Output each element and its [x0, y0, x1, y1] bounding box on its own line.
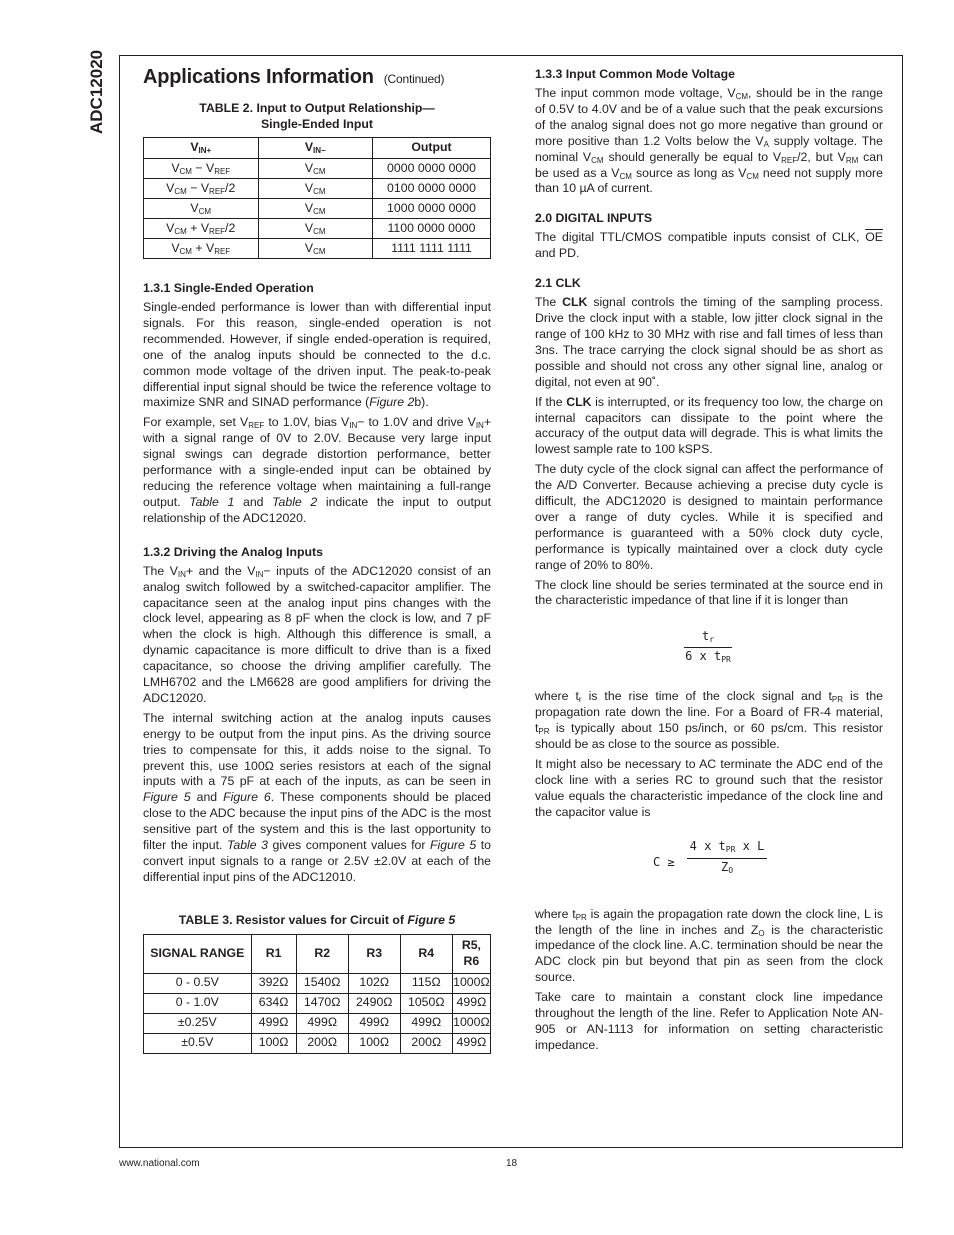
section-20-heading: 2.0 DIGITAL INPUTS: [535, 211, 653, 226]
section-21-p7: where $t_{PR}$ is again the propagation rate down the clock line, L is the length of the line in inches and $Z_O$ is the characteristic impedance of the clock line. A.C. termination should be near the ADC clock pin but beyond that pin as seen from the clock source.: [535, 906, 883, 985]
left-column: [143, 64, 491, 1054]
table-row: 0 - 0.5V 392Ω 1540Ω 102Ω 115Ω 1000Ω: [144, 973, 491, 993]
section-21-p1: The CLK signal controls the timing of the sampling process. Drive the clock input with a stable, low jitter clock signal in the range of 100 kHz to 30 MHz with rise and fall times of less than 3ns. The trace carrying the clock signal should be as short as possible and should not cross any other signal line, analog or digital, not even at 90˚.: [535, 295, 883, 389]
section-21-p2: If the CLK is interrupted, or its frequency too low, the charge on internal capacitors can dissipate to the point where the accuracy of the output data will degrade. This is what limits the lowest sample rate to 100 kSPS.: [535, 394, 883, 457]
table3: SIGNAL RANGE R1 R2 R3 R4 R5, R6 0 - 0.5V 392Ω 1540Ω 102Ω 115Ω 1000Ω 0 - 1.0V 634Ω 1470Ω 2490Ω 1050Ω 499Ω ±0.25V 499Ω 499Ω 499Ω 499Ω 1000Ω ±0.5V 100Ω 200Ω 100Ω 200Ω 499Ω: [143, 934, 491, 1054]
formula-capacitor: C ≥ 4 x $t_{PR}$ x L $Z_O$: [535, 825, 883, 907]
section-21-p6: It might also be necessary to AC terminate the ADC end of the clock line with a series RC to ground such that the resistor value equals the characteristic impedance of the clock line and the capacitor value is: [535, 757, 883, 819]
part-number: ADC12020: [87, 49, 106, 134]
page-number: 18: [506, 1158, 518, 1169]
right-column: [535, 67, 883, 1058]
section-132-heading: 1.3.2 Driving the Analog Inputs: [143, 544, 323, 559]
formula-tr: $t_r$ 6 x $t_{PR}$: [685, 629, 731, 665]
section-21-p5: where $t_r$ is the rise time of the clock signal and $t_{PR}$ is the propagation rate down the line. For a Board of FR-4 material, $t_{PR}$ is typically about 150 ps/inch, or 60 ps/cm. This resistor should be as close to the source as possible.: [535, 689, 883, 752]
section-20-p1: The digital TTL/CMOS compatible inputs consist of CLK, $\overline{OE}$ and PD.: [535, 230, 883, 261]
section-133-p1: The input common mode voltage, $V_{CM}$, should be in the range of 0.5V to 4.0V and be of a value such that the peak excursions of the analog signal does not go more negative than ground or more positive than 1.2 Volts below the $V_A$ supply voltage. The nominal $V_{CM}$ should generally be equal to $V_{REF}/2$, but $V_{RM}$ can be used as a $V_{CM}$ source as long as $V_{CM}$ need not supply more than 10 µA of current.: [535, 86, 884, 196]
section-133-heading: 1.3.3 Input Common Mode Voltage: [535, 67, 735, 81]
section-21-p3: The duty cycle of the clock signal can affect the performance of the A/D Converter. Because achieving a precise duty cycle is difficult, the ADC12020 is designed to maintain performance over a range of duty cycles. While it is specified and performance is guaranteed with a 50% clock duty cycle, performance is typically maintained over a clock duty cycle range of 20% to 80%.: [535, 462, 883, 572]
section-21-heading: 2.1 CLK: [535, 276, 581, 291]
section-21-p4: The clock line should be series terminated at the source end in the characteristic impedance of that line if it is longer than: [535, 577, 883, 608]
section-132-p1: The $V_{IN}+$ and the $V_{IN}-$ inputs of the ADC12020 consist of an analog switch followed by a switched-capacitor amplifier. The capacitance seen at the analog input pins changes with the clock level, appearing as 8 pF when the clock is low, and 7 pF when the clock is high. Although this difference is small, a dynamic capacitance is more difficult to drive than is a fixed capacitance, so choose the driving amplifier carefully. The LMH6702 and the LM6628 are good amplifiers for driving the ADC12020.: [143, 563, 491, 705]
section-132-p2: The internal switching action at the analog inputs causes energy to be output from the input pins. As the driving source tries to compensate for this, it adds noise to the signal. To prevent this, use 100Ω series resistors at each of the signal inputs with a 75 pF at each of the inputs, as can be seen in Figure 5 and Figure 6. These components should be placed close to the ADC because the input pins of the ADC is the most sensitive part of the system and this is the last opportunity to filter the input. Table 3 gives component values for Figure 5 to convert input signals to a range or 2.5V ±2.0V at each of the differential input pins of the ADC12010.: [143, 710, 491, 884]
table2: $V_{IN+}$ $V_{IN-}$ Output $V_{CM} - V_{REF}$ $V_{CM}$ 0000 0000 0000 $V_{CM} - V_{REF}/2$ $V_{CM}$ 0100 0000 0000 $V_{CM}$ $V_{CM}$ 1000 0000 0000 $V_{CM} + V_{REF}/2$ $V_{CM}$ 1100 0000 0000 $V_{CM} + V_{REF}$ $V_{CM}$ 1111 1111 1111: [143, 137, 491, 259]
table2-caption: TABLE 2. Input to Output Relationship— Single-Ended Input: [199, 101, 435, 131]
table-row: ±0.5V 100Ω 200Ω 100Ω 200Ω 499Ω: [144, 1033, 491, 1053]
section-131-p2: For example, set $V_{REF}$ to 1.0V, bias $V_{IN}-$ to 1.0V and drive $V_{IN}+$ with a signal range of 0V to 2.0V. Because very large input signal swings can degrade distortion performance, better performance with a single-ended input can be obtained by reducing the reference voltage when maintaining a full-range output. Table 1 and Table 2 indicate the input to output relationship of the ADC12020.: [143, 415, 492, 525]
section-131-heading: 1.3.1 Single-Ended Operation: [143, 281, 314, 295]
table-row: ±0.25V 499Ω 499Ω 499Ω 499Ω 1000Ω: [144, 1013, 491, 1033]
footer-url: www.national.com: [119, 1158, 200, 1169]
continued-label: (Continued): [383, 72, 445, 86]
table3-caption: TABLE 3. Resistor values for Circuit of Figure 5: [178, 912, 456, 927]
section-131-p1: Single-ended performance is lower than with differential input signals. For this reason, single-ended operation is not recommended. However, if single ended-operation is required, one of the analog inputs should be connected to the d.c. common mode voltage of the driven input. The peak-to-peak differential input signal should be twice the reference voltage to maximize SNR and SINAD performance (Figure 2b).: [143, 300, 491, 410]
section-21-p8: Take care to maintain a constant clock line impedance throughout the length of the line. Refer to Application Note AN-905 or AN-1113 for information on setting characteristic impedance.: [535, 990, 883, 1052]
page-title: Applications Information (Continued): [143, 66, 445, 88]
table-row: 0 - 1.0V 634Ω 1470Ω 2490Ω 1050Ω 499Ω: [144, 993, 491, 1013]
part-number-tab: [87, 49, 111, 142]
